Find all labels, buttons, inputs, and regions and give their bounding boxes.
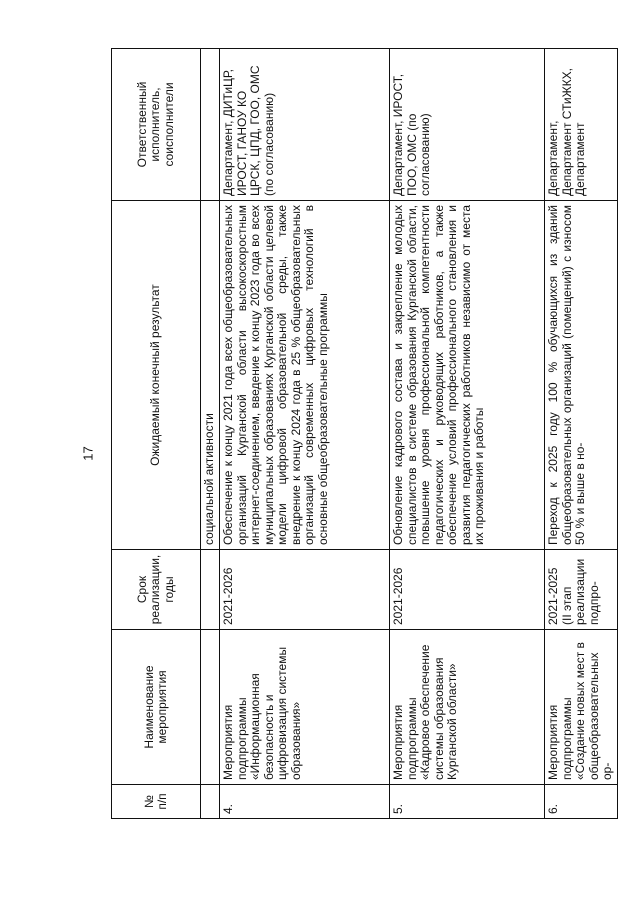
cell-num (201, 785, 220, 819)
header-num: № п/п (112, 785, 201, 819)
header-result: Ожидаемый конечный результат (112, 201, 201, 550)
cell-num: 4. (220, 785, 390, 819)
events-table (111, 48, 618, 819)
cell-name: Мероприятия подпрограммы «Информационная безопасность и цифровизация системы образования» (220, 630, 390, 785)
cell-name (201, 630, 220, 785)
header-executor: Ответственный исполнитель, соисполнители (112, 49, 201, 201)
header-term: Срок реализации, годы (112, 550, 201, 630)
cell-name: Мероприятия подпрограммы «Создание новых мест в общеобразовательных ор- (545, 630, 618, 785)
cell-num: 5. (390, 785, 545, 819)
cell-term: 2021-2025 (II этап реализации подпро- (545, 550, 618, 630)
cell-executor: Департамент, ДИТиЦР, ИРОСТ, ГАНОУ КО ЦРСК, ЦПД, ГОО, ОМС (по согласованию) (220, 49, 390, 201)
cell-term (201, 550, 220, 630)
cell-result: Переход к 2025 году 100 % обучающихся из зданий общеобразовательных организаций (помещений) с износом 50 % и выше в но- (545, 201, 618, 550)
header-name: Наименование мероприятия (112, 630, 201, 785)
rotated-page-content (111, 49, 614, 819)
cell-term: 2021-2026 (220, 550, 390, 630)
table-row (390, 49, 545, 819)
table-row (220, 49, 390, 819)
table-header-row (112, 49, 201, 819)
cell-executor (201, 49, 220, 201)
cell-result: Обновление кадрового состава и закрепление молодых специалистов в системе образования Курганской области, повышение уровня профессиональной компетентности педагогических и руководящих работников, а также обеспечение условий профессионального становления и развития педагогических работников независимо от места их проживания и работы (390, 201, 545, 550)
cell-term: 2021-2026 (390, 550, 545, 630)
cell-executor: Департамент, Департамент СТиЖКХ, Департамент (545, 49, 618, 201)
cell-num: 6. (545, 785, 618, 819)
cell-result: социальной активности (201, 201, 220, 550)
page-number: 17 (80, 446, 96, 461)
table-row-continuation (201, 49, 220, 819)
table-row (545, 49, 618, 819)
cell-result: Обеспечение к концу 2021 года всех общеобразовательных организаций Курганской области высокоскоростным интернет-соединением, введение к концу 2023 года во всех муниципальных образованиях Курганской области целевой модели цифровой образовательной среды, также внедрение к концу 2024 года в 25 % общеобразовательных организаций современных цифровых технологий в основные общеобразовательные программы (220, 201, 390, 550)
cell-name: Мероприятия подпрограммы «Кадровое обеспечение системы образования Курганской области» (390, 630, 545, 785)
cell-executor: Департамент, ИРОСТ, ПОО, ОМС (по согласованию) (390, 49, 545, 201)
